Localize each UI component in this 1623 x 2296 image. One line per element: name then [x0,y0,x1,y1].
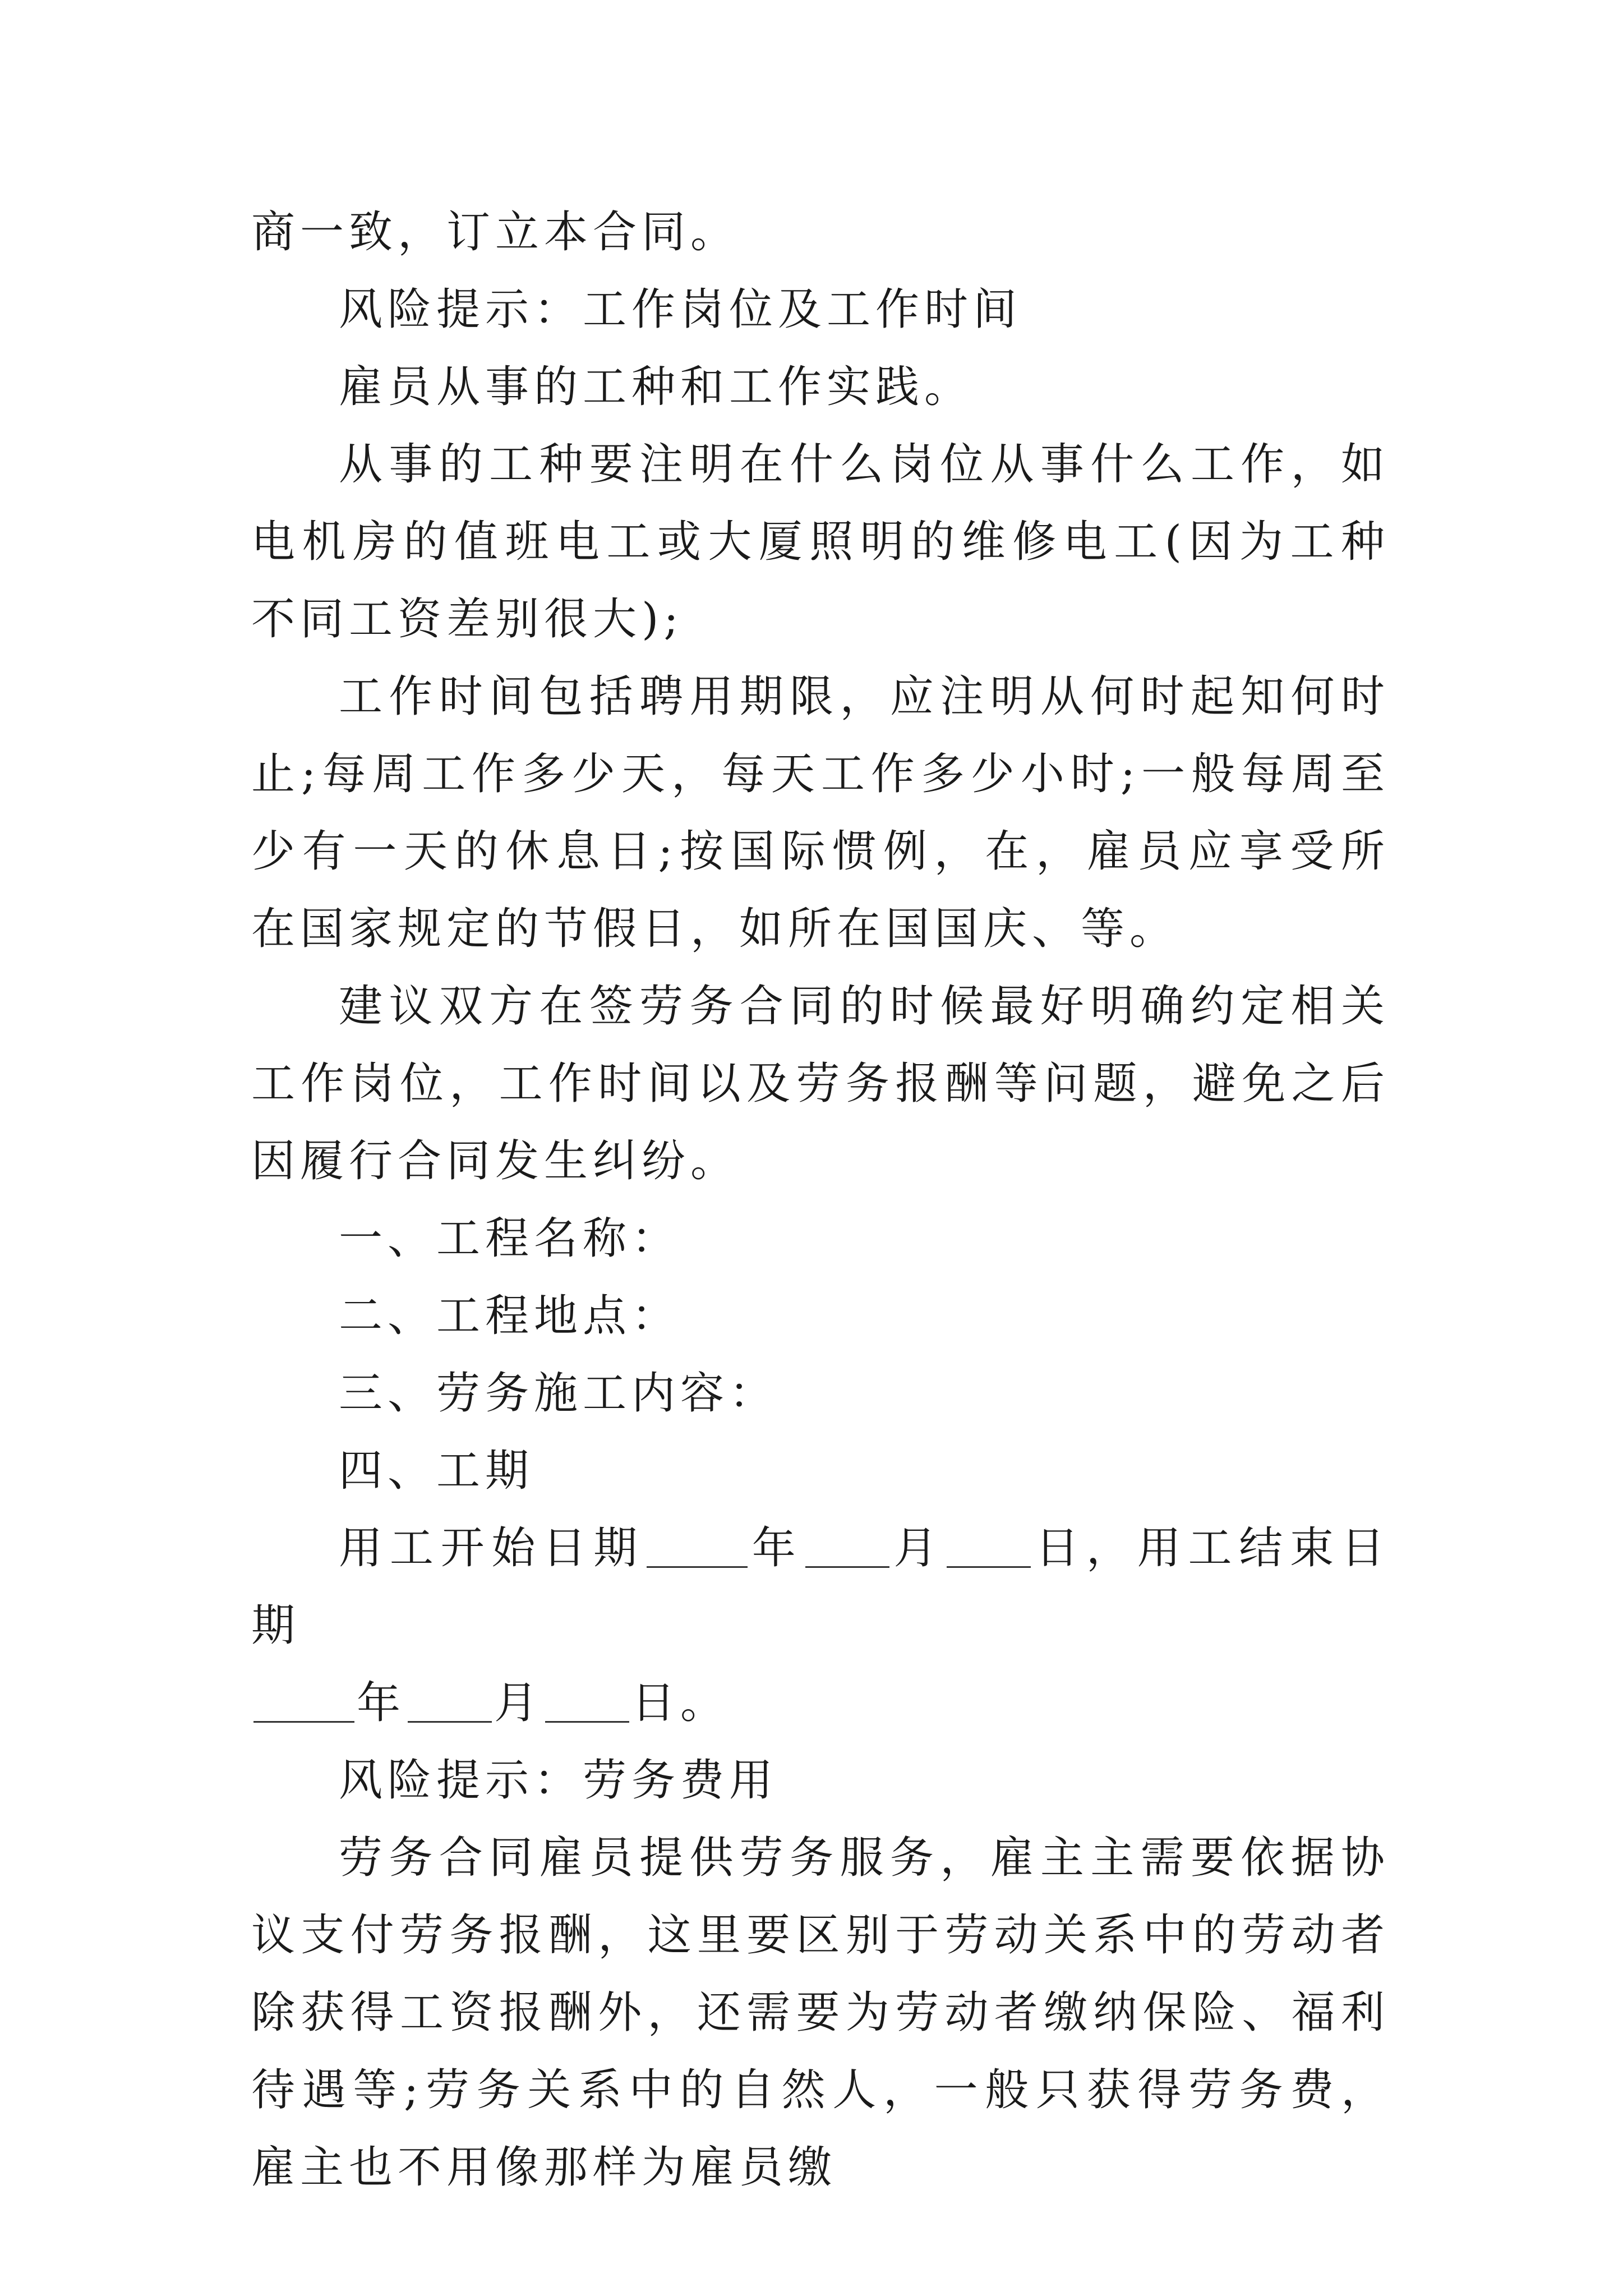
year-label: 年 [357,1678,406,1728]
section-heading: 一、工程名称： [339,1213,681,1264]
paragraph: 工作时间包括聘用期限，应注明从何时起知何时止;每周工作多少天，每天工作多少小时;一般每周至少有一天的休息日;按国际惯例，在，雇员应享受所在国家规定的节假日，如所在国国庆、等。 [251,671,1390,954]
day-label: 日。 [631,1678,730,1728]
date-line [251,1510,1390,1742]
document-body [251,194,1390,2206]
paragraph: 建议双方在签劳务合同的时候最好明确约定相关工作岗位，工作时间以及劳务报酬等问题，避免之后因履行合同发生纠纷。 [251,981,1390,1186]
month-label: 月 [891,1523,945,1573]
day-label: 日， [1033,1523,1137,1573]
blank-underline [647,1522,748,1568]
blank-underline [947,1522,1031,1568]
section-heading: 二、工程地点： [339,1291,681,1341]
paragraph: 风险提示：劳务费用 [339,1755,778,1806]
section-heading: 四、工期 [339,1446,534,1496]
end-date-label: 用工结束日期 [251,1523,1390,1651]
paragraph: 从事的工种要注明在什么岗位从事什么工作，如电机房的值班电工或大厦照明的维修电工(因为工种不同工资差别很大); [251,439,1390,645]
year-label: 年 [749,1523,803,1573]
blank-underline [545,1677,629,1723]
month-label: 月 [494,1678,543,1728]
paragraph: 商一致，订立本合同。 [251,207,740,257]
blank-underline [805,1522,889,1568]
blank-underline [253,1677,354,1723]
start-date-label: 用工开始日期 [339,1523,644,1573]
paragraph: 雇员从事的工种和工作实践。 [339,362,974,412]
paragraph: 劳务合同雇员提供劳务服务，雇主主需要依据协议支付劳务报酬，这里要区别于劳动关系中的劳动者除获得工资报酬外，还需要为劳动者缴纳保险、福利待遇等;劳务关系中的自然人，一般只获得劳务费，雇主也不用像那样为雇员缴 [251,1833,1390,2193]
blank-underline [408,1677,492,1723]
paragraph: 风险提示：工作岗位及工作时间 [339,284,1022,335]
section-heading: 三、劳务施工内容： [339,1368,778,1419]
